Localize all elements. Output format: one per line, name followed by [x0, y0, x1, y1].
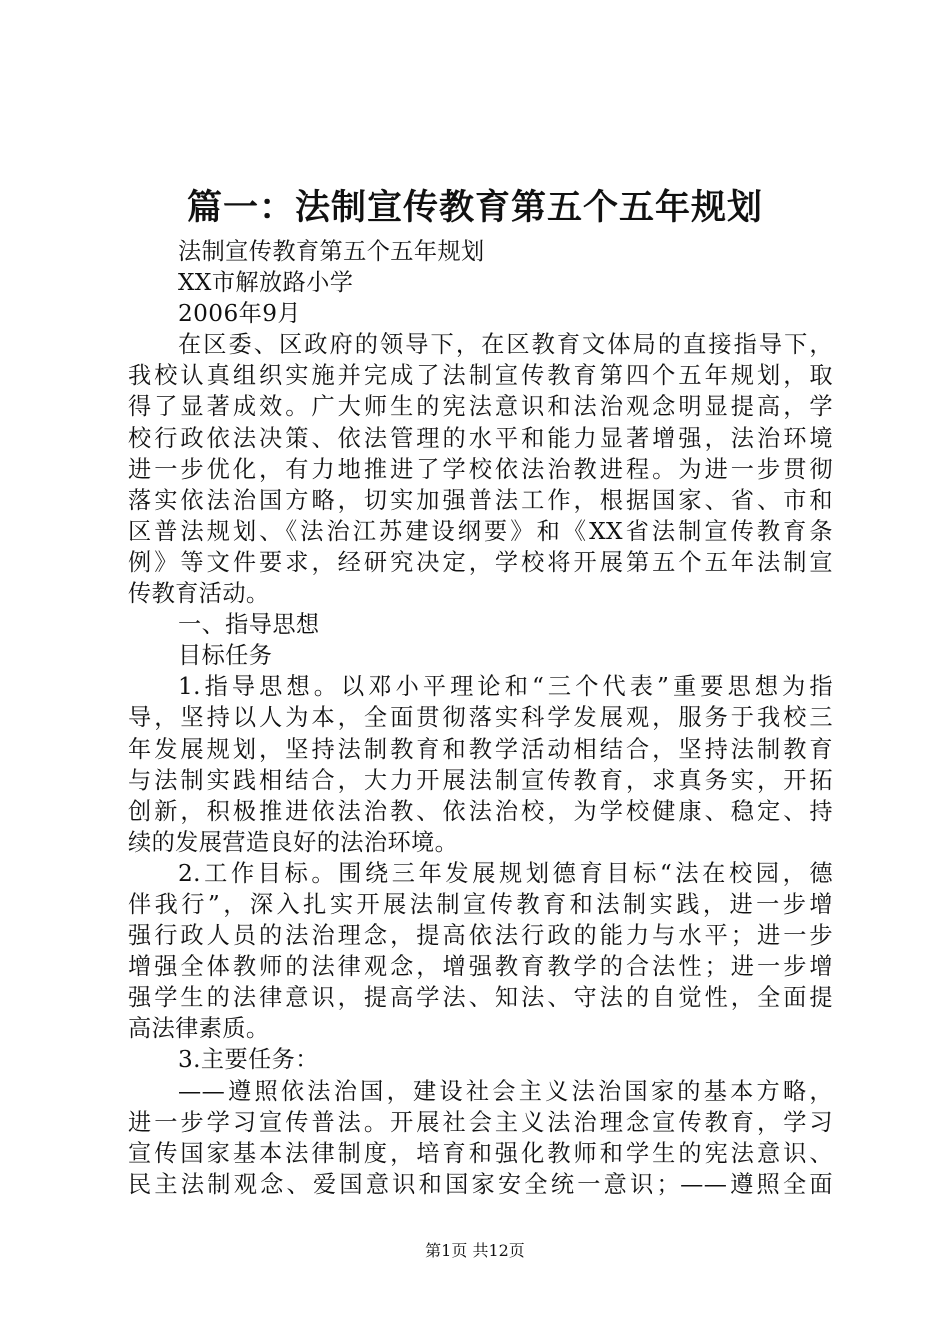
body-line: ——遵照依法治国，建设社会主义法治国家的基本方略，	[178, 1077, 833, 1105]
body-line: 1.指导思想。以邓小平理论和“三个代表”重要思想为指	[178, 673, 833, 701]
body-line: 3.主要任务：	[178, 1046, 319, 1074]
body-line: 增强全体教师的法律观念，增强教育教学的合法性；进一步增	[128, 953, 833, 981]
body-line: 民主法制观念、爱国意识和国家安全统一意识；——遵照全面	[128, 1170, 833, 1198]
body-line: 进一步学习宣传普法。开展社会主义法治理念宣传教育，学习	[128, 1108, 833, 1136]
body-line: 2006年9月	[178, 300, 301, 328]
body-line: 强行政人员的法治理念，提高依法行政的能力与水平；进一步	[128, 922, 833, 950]
body-line: 校行政依法决策、依法管理的水平和能力显著增强，法治环境	[128, 424, 833, 452]
body-line: 例》等文件要求，经研究决定，学校将开展第五个五年法制宣	[128, 548, 833, 576]
body-line: XX市解放路小学	[178, 269, 354, 297]
body-line: 与法制实践相结合，大力开展法制宣传教育，求真务实，开拓	[128, 766, 833, 794]
body-line: 进一步优化，有力地推进了学校依法治教进程。为进一步贯彻	[128, 455, 833, 483]
document-body	[128, 236, 833, 1200]
body-line: 2.工作目标。围绕三年发展规划德育目标“法在校园，德	[178, 859, 833, 887]
body-line: 伴我行”，深入扎实开展法制宣传教育和法制实践，进一步增	[128, 890, 833, 918]
body-line: 宣传国家基本法律制度，培育和强化教师和学生的宪法意识、	[128, 1139, 833, 1167]
body-line: 落实依法治国方略，切实加强普法工作，根据国家、省、市和	[128, 486, 833, 514]
page-footer: 第1页 共12页	[425, 1241, 525, 1260]
body-line: 目标任务	[178, 642, 273, 670]
document-title: 篇一：法制宣传教育第五个五年规划	[186, 187, 763, 228]
body-line: 高法律素质。	[128, 1015, 270, 1043]
body-line: 一、指导思想	[178, 611, 320, 639]
body-line: 法制宣传教育第五个五年规划	[178, 238, 485, 265]
body-line: 年发展规划，坚持法制教育和教学活动相结合，坚持法制教育	[128, 735, 833, 763]
body-line: 强学生的法律意识，提高学法、知法、守法的自觉性，全面提	[128, 984, 833, 1012]
body-line: 创新，积极推进依法治教、依法治校，为学校健康、稳定、持	[128, 797, 833, 825]
body-line: 得了显著成效。广大师生的宪法意识和法治观念明显提高，学	[128, 393, 833, 421]
body-line: 区普法规划、《法治江苏建设纲要》和《XX省法制宣传教育条	[128, 517, 833, 545]
body-line: 导，坚持以人为本，全面贯彻落实科学发展观，服务于我校三	[128, 704, 833, 732]
body-line: 续的发展营造良好的法治环境。	[128, 828, 459, 856]
body-line: 我校认真组织实施并完成了法制宣传教育第四个五年规划，取	[128, 362, 833, 390]
body-line: 传教育活动。	[128, 580, 270, 608]
body-line: 在区委、区政府的领导下，在区教育文体局的直接指导下，	[178, 331, 833, 359]
